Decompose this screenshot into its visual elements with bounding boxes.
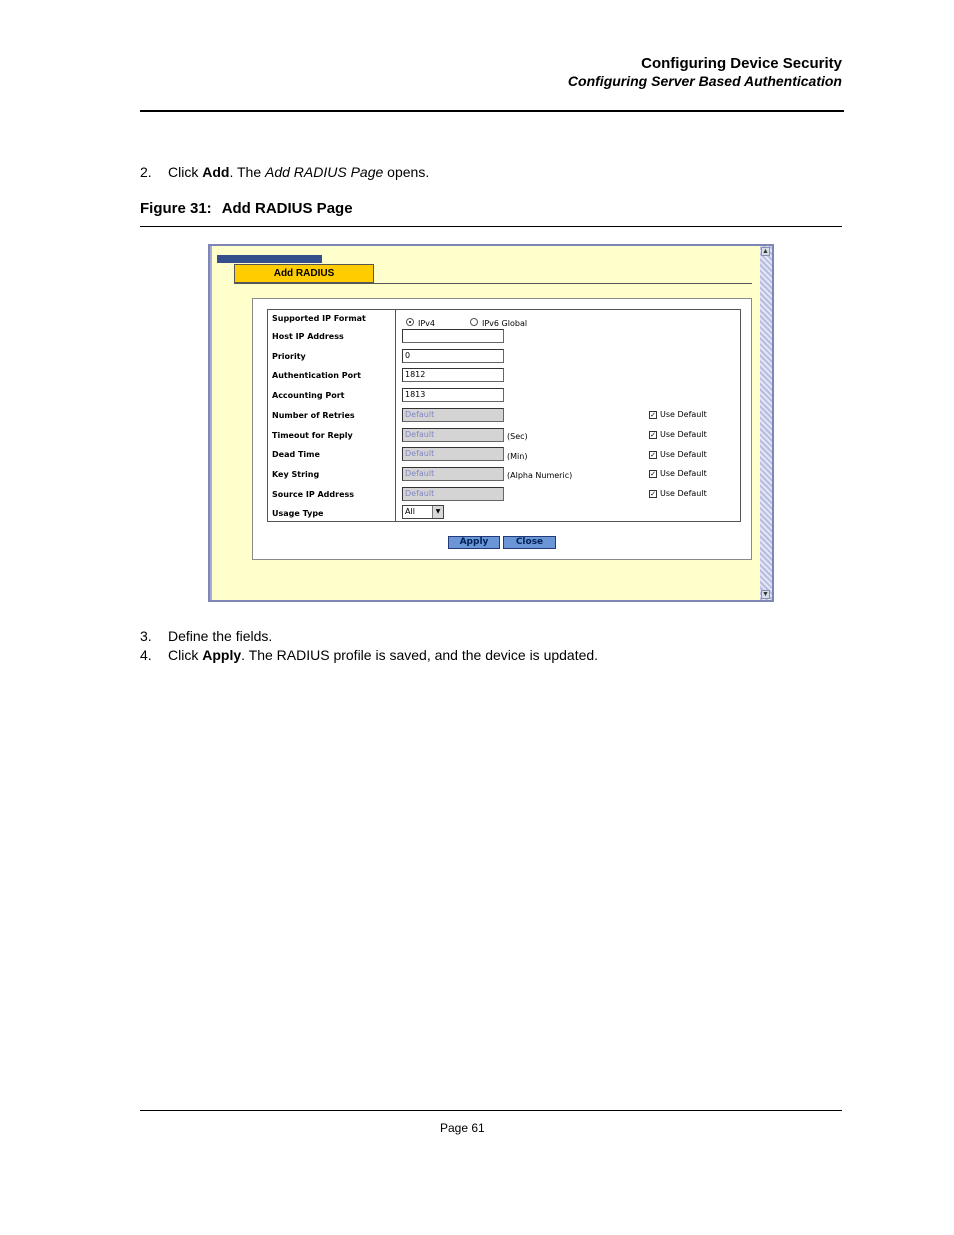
step-text: Click	[168, 647, 203, 663]
accounting-port-input[interactable]: 1813	[402, 388, 504, 402]
tab-add-radius[interactable]: Add RADIUS	[234, 264, 374, 283]
scroll-up-icon[interactable]: ▲	[762, 248, 769, 255]
step-text: opens.	[383, 164, 430, 180]
step-bold-text: Apply	[202, 647, 242, 663]
checkbox-checked-icon[interactable]: ✓	[650, 430, 656, 439]
timeout-use-default[interactable]	[649, 430, 707, 439]
tab-underline	[234, 283, 752, 284]
step-text: Define the fields.	[168, 628, 273, 644]
scroll-down-icon[interactable]: ▼	[762, 591, 769, 598]
step-text: . The RADIUS profile is saved, and the device is updated.	[241, 647, 599, 663]
step-number: 2.	[140, 164, 152, 180]
ipv6-global-label: IPv6 Global	[482, 319, 528, 328]
key-string-use-default[interactable]	[649, 469, 707, 478]
checkbox-checked-icon[interactable]: ✓	[650, 410, 656, 419]
header-rule	[140, 110, 844, 112]
host-ip-address-label: Host IP Address	[272, 332, 344, 341]
step-number: 4.	[140, 647, 152, 663]
step-text: Click	[168, 164, 203, 180]
usage-type-select[interactable]	[402, 505, 444, 519]
priority-input[interactable]: 0	[402, 349, 504, 363]
use-default-label: Use Default	[660, 450, 707, 459]
figure-rule	[140, 226, 842, 227]
step-italic-text: Add RADIUS Page	[265, 164, 384, 180]
ipv4-label: IPv4	[418, 319, 436, 328]
ipv4-radio[interactable]	[406, 318, 414, 326]
column-divider	[395, 310, 396, 521]
running-header-title: Configuring Device Security	[641, 55, 842, 72]
step-number: 3.	[140, 628, 152, 644]
step-2	[140, 164, 429, 180]
dead-time-input[interactable]: Default	[402, 447, 504, 461]
authentication-port-input[interactable]: 1812	[402, 368, 504, 382]
use-default-label: Use Default	[660, 489, 707, 498]
figure-label: Figure 31:	[140, 200, 212, 217]
dead-time-unit: (Min)	[507, 452, 528, 461]
running-header-subtitle: Configuring Server Based Authentication	[567, 73, 842, 89]
timeout-for-reply-label: Timeout for Reply	[272, 431, 353, 440]
chevron-down-icon[interactable]: ▼	[432, 506, 443, 518]
source-ip-address-label: Source IP Address	[272, 490, 355, 499]
accounting-port-label: Accounting Port	[272, 391, 345, 400]
figure-title: Add RADIUS Page	[221, 200, 353, 217]
tab-bar	[217, 255, 322, 263]
dead-time-label: Dead Time	[272, 450, 320, 459]
use-default-label: Use Default	[660, 469, 707, 478]
frame-edge	[210, 246, 212, 600]
close-button[interactable]: Close	[503, 536, 556, 549]
step-bold-text: Add	[202, 164, 230, 180]
checkbox-checked-icon[interactable]: ✓	[650, 450, 656, 459]
vertical-scrollbar[interactable]	[760, 246, 772, 600]
add-radius-screenshot	[208, 244, 774, 602]
host-ip-address-input[interactable]	[402, 329, 504, 343]
authentication-port-label: Authentication Port	[272, 371, 361, 380]
use-default-label: Use Default	[660, 410, 707, 419]
apply-button[interactable]: Apply	[448, 536, 500, 549]
key-string-input[interactable]: Default	[402, 467, 504, 481]
form-table	[267, 309, 741, 522]
source-ip-use-default[interactable]	[649, 489, 707, 498]
key-string-unit: (Alpha Numeric)	[507, 471, 573, 480]
number-of-retries-label: Number of Retries	[272, 411, 355, 420]
page-number: Page 61	[440, 1121, 485, 1135]
step-4	[140, 647, 598, 663]
figure-caption	[140, 200, 353, 217]
number-of-retries-input[interactable]: Default	[402, 408, 504, 422]
timeout-unit: (Sec)	[507, 432, 528, 441]
footer-rule	[140, 1110, 842, 1111]
priority-label: Priority	[272, 352, 306, 361]
form-panel	[252, 298, 752, 560]
step-3	[140, 628, 272, 644]
key-string-label: Key String	[272, 470, 320, 479]
supported-ip-format-label: Supported IP Format	[272, 314, 366, 323]
step-text: . The	[229, 164, 265, 180]
ipv6-global-radio[interactable]	[470, 318, 478, 326]
source-ip-address-input[interactable]: Default	[402, 487, 504, 501]
checkbox-checked-icon[interactable]: ✓	[650, 469, 656, 478]
dead-time-use-default[interactable]	[649, 450, 707, 459]
retries-use-default[interactable]	[649, 410, 707, 419]
usage-type-value: All	[405, 507, 415, 516]
use-default-label: Use Default	[660, 430, 707, 439]
usage-type-label: Usage Type	[272, 509, 324, 518]
checkbox-checked-icon[interactable]: ✓	[650, 489, 656, 498]
timeout-for-reply-input[interactable]: Default	[402, 428, 504, 442]
